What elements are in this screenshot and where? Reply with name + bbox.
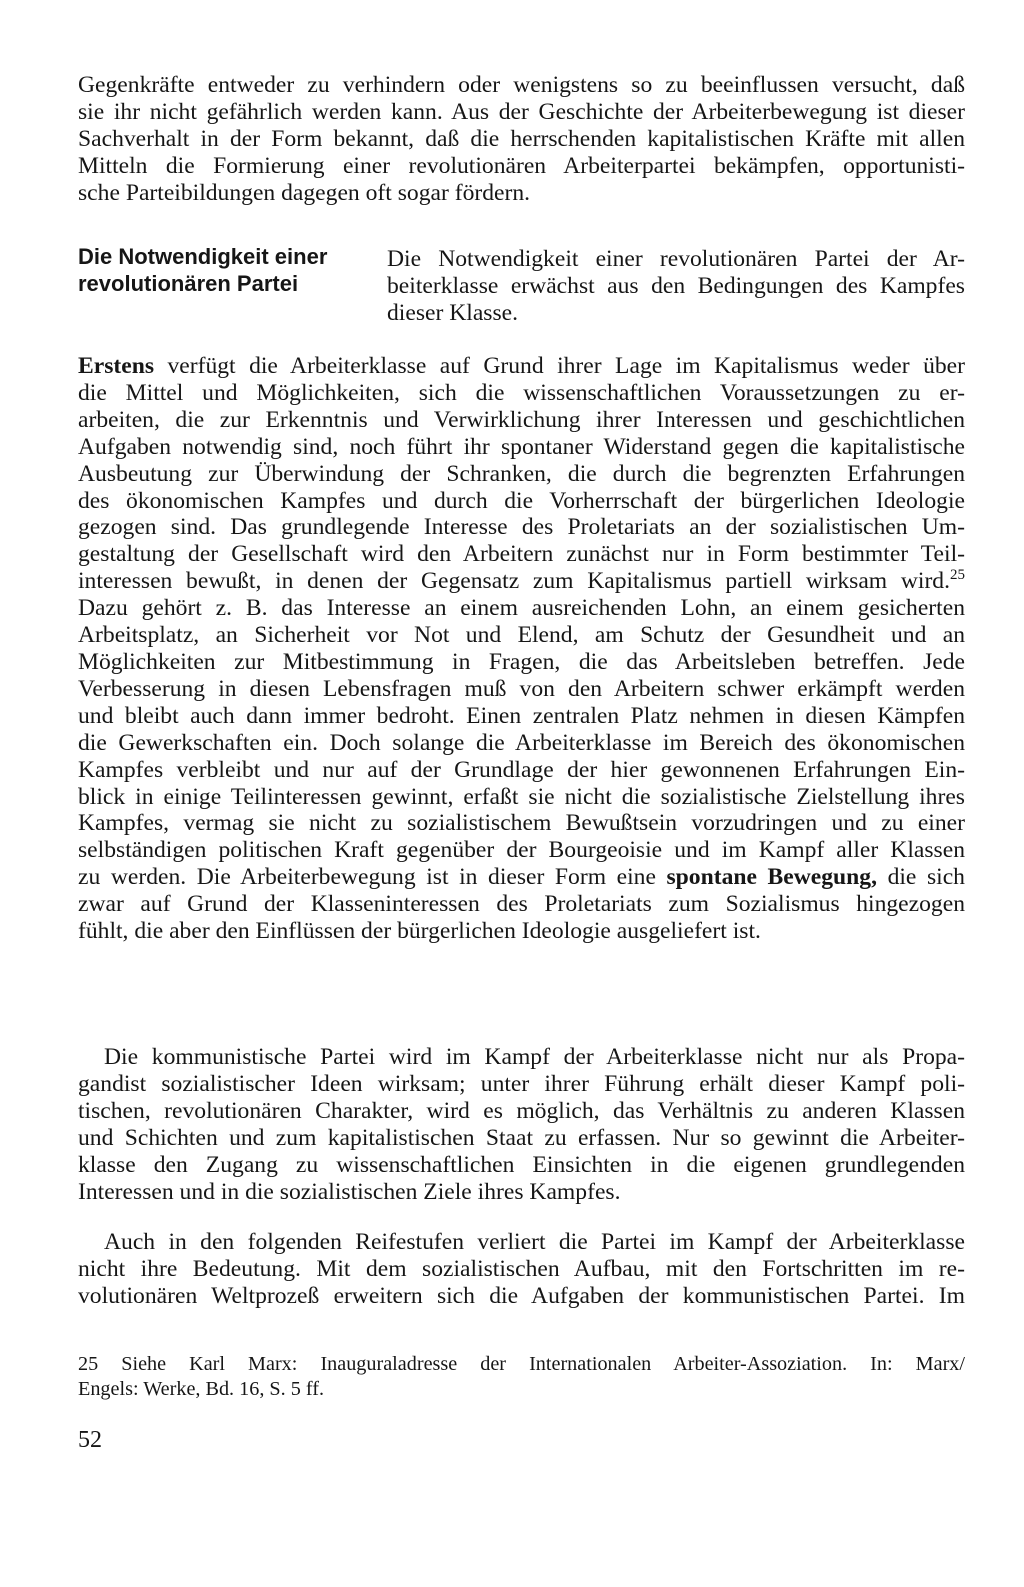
text-line: [78, 864, 965, 891]
text-line: gezogen sind. Das grundlegende Interesse des Proletariats an der sozialistischen Um-: [78, 514, 965, 541]
text-line: gestaltung der Gesellschaft wird den Arbeitern zunächst nur in Form bestimmter Teil-: [78, 541, 965, 568]
text-line: gandist sozialistischer Ideen wirksam; unter ihrer Führung erhält dieser Kampf poli-: [78, 1070, 965, 1097]
text-line: Verbesserung in diesen Lebensfragen muß von den Arbeitern schwer erkämpft werden: [78, 675, 965, 702]
text-run: interessen bewußt, in denen der Gegensatz zum Kapitalismus partiell wirksam wird.: [78, 568, 950, 595]
text-run: zu werden. Die Arbeiterbewegung ist in dieser Form eine: [78, 864, 667, 891]
text-line: Möglichkeiten zur Mitbestimmung in Fragen, die das Arbeitsleben betreffen. Jede: [78, 648, 965, 675]
text-line: Aufgaben notwendig sind, noch führt ihr spontaner Widerstand gegen die kapitalistische: [78, 433, 965, 460]
paragraph-erstens: [78, 353, 965, 945]
text-line: Sachverhalt in der Form bekannt, daß die herrschenden kapitalistischen Kräfte mit allen: [78, 125, 965, 152]
footnote-ref[interactable]: 25: [950, 567, 965, 584]
paragraph-reifestufen: [78, 1229, 965, 1310]
text-line: [78, 568, 965, 595]
text-line: arbeiten, die zur Erkenntnis und Verwirklichung ihrer Interessen und geschichtlichen: [78, 406, 965, 433]
bold-lead: Erstens: [78, 353, 155, 379]
text-line: Gegenkräfte entweder zu verhindern oder wenigstens so zu beeinflussen versucht, daß: [78, 72, 965, 98]
text-line: Interessen und in die sozialistischen Ziele ihres Kampfes.: [78, 1178, 621, 1205]
footnote-line: Engels: Werke, Bd. 16, S. 5 ff.: [78, 1378, 325, 1400]
text-line: Kampfes, vermag sie nicht zu sozialistischem Bewußtsein vorzudringen und zu einer: [78, 810, 965, 837]
paragraph-top: [78, 72, 965, 207]
bold-term: spontane Bewegung,: [666, 864, 877, 891]
text-line: Mitteln die Formierung einer revolutionären Arbeiterpartei bekämpfen, opportunisti-: [78, 152, 965, 179]
text-run: die sich: [877, 864, 965, 891]
heading-line: revolutionären Partei: [78, 271, 299, 296]
text-line: Die Notwendigkeit einer revolutionären Partei der Ar-: [387, 246, 965, 272]
section-intro: [387, 246, 965, 327]
text-line: und bleibt auch dann immer bedroht. Einen zentralen Platz nehmen in diesen Kämpfen: [78, 702, 965, 729]
text-line: fühlt, die aber den Einflüssen der bürgerlichen Ideologie ausgeliefert ist.: [78, 918, 761, 945]
section-heading: [78, 243, 378, 297]
page-number: 52: [78, 1427, 102, 1453]
heading-line: Die Notwendigkeit einer: [78, 244, 328, 269]
text-line: volutionären Weltprozeß erweitern sich die Aufgaben der kommunistischen Partei. Im: [78, 1282, 965, 1309]
text-line: blick in einige Teilinteressen gewinnt, erfaßt sie nicht die sozialistische Zielstellung ihres: [78, 783, 965, 810]
text-line: klasse den Zugang zu wissenschaftlichen Einsichten in die eigenen grundlegenden: [78, 1151, 965, 1178]
text-line: und Schichten und zum kapitalistischen Staat zu erfassen. Nur so gewinnt die Arbeiter-: [78, 1124, 965, 1151]
text-line: Dazu gehört z. B. das Interesse an einem ausreichenden Lohn, an einem gesicherten: [78, 595, 965, 622]
text-line: Kampfes verbleibt und nur auf der Grundlage der hier gewonnenen Erfahrungen Ein-: [78, 756, 965, 783]
text-line: [78, 353, 965, 380]
text-line: Die kommunistische Partei wird im Kampf der Arbeiterklasse nicht nur als Propa-: [104, 1044, 965, 1070]
text-line: sche Parteibildungen dagegen oft sogar fördern.: [78, 179, 531, 206]
text-line: des ökonomischen Kampfes und durch die Vorherrschaft der bürgerlichen Ideologie: [78, 487, 965, 514]
text-line: Ausbeutung zur Überwindung der Schranken, die durch die begrenzten Erfahrungen: [78, 460, 965, 487]
footnote: [78, 1352, 965, 1402]
text-line: die Gewerkschaften ein. Doch solange die Arbeiterklasse im Bereich des ökonomischen: [78, 729, 965, 756]
text-line: sie ihr nicht gefährlich werden kann. Aus der Geschichte der Arbeiterbewegung ist dieser: [78, 98, 965, 125]
text-line: zwar auf Grund der Klasseninteressen des Proletariats zum Sozialismus hingezogen: [78, 891, 965, 918]
text-line: Auch in den folgenden Reifestufen verliert die Partei im Kampf der Arbeiterklasse: [104, 1229, 965, 1255]
text-line: dieser Klasse.: [387, 299, 519, 326]
text-line: beiterklasse erwächst aus den Bedingungen des Kampfes: [387, 272, 965, 299]
text-line: selbständigen politischen Kraft gegenüber der Bourgeoisie und im Kampf aller Klassen: [78, 837, 965, 864]
text-line: nicht ihre Bedeutung. Mit dem sozialistischen Aufbau, mit den Fortschritten im re-: [78, 1255, 965, 1282]
text-run: verfügt die Arbeiterklasse auf Grund ihrer Lage im Kapitalismus weder über: [154, 353, 965, 379]
text-line: die Mittel und Möglichkeiten, sich die wissenschaftlichen Voraussetzungen zu er-: [78, 379, 965, 406]
text-line: tischen, revolutionären Charakter, wird es möglich, das Verhältnis zu anderen Klassen: [78, 1097, 965, 1124]
paragraph-partei: [78, 1044, 965, 1205]
footnote-line: 25 Siehe Karl Marx: Inauguraladresse der Internationalen Arbeiter-Assoziation. In: Marx/: [78, 1353, 965, 1375]
text-line: Arbeitsplatz, an Sicherheit vor Not und Elend, am Schutz der Gesundheit und an: [78, 622, 965, 649]
